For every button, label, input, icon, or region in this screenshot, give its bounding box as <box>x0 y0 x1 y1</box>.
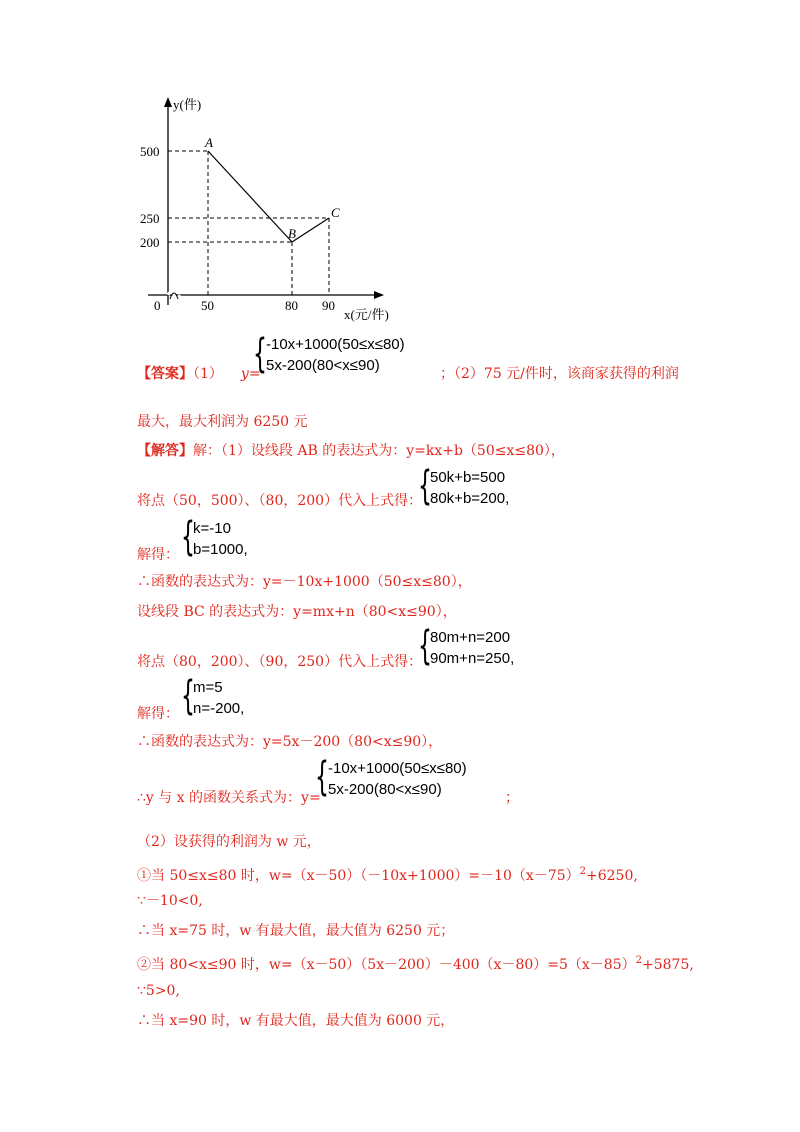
solution-line1 <box>137 441 565 461</box>
point-b-label: B <box>288 226 296 241</box>
case1-result: ∴当 x=75 时，w 有最大值，最大值为 6250 元； <box>137 923 455 939</box>
sys3-eq2: 90m+n=250, <box>430 650 515 667</box>
sys5-brace: { <box>315 754 329 800</box>
sys1-eq2: 80k+b=200, <box>430 490 510 507</box>
case2-tail: +5875, <box>642 957 694 973</box>
sys1-eq1: 50k+b=500 <box>430 469 506 486</box>
solution-l9-end: ； <box>505 790 519 806</box>
x-tick-0: 0 <box>154 298 161 313</box>
point-c-label: C <box>331 205 340 220</box>
answer-system <box>266 334 405 376</box>
case2-result: ∴当 x=90 时，w 有最大值，最大值为 6000 元， <box>137 1013 455 1029</box>
case2-square: 2 <box>635 955 642 966</box>
case1-square: 2 <box>579 866 587 877</box>
x-axis-arrow <box>374 291 384 299</box>
sys4 <box>193 677 244 719</box>
solution-l8: ∴函数的表达式为：y=5x－200（80<x≤90）， <box>137 734 443 750</box>
solution-l6: 将点（80，200）、（90，250）代入上式得： <box>137 654 423 670</box>
solution-l2: 将点（50，500）、（80，200）代入上式得： <box>137 493 423 509</box>
x-tick-50: 50 <box>201 298 214 313</box>
answer-case2: 5x-200(80<x≤90) <box>266 357 380 374</box>
sys2-eq1: k=-10 <box>193 520 231 537</box>
solution-part2: （2）设获得的利润为 w 元， <box>137 834 321 850</box>
sys1 <box>430 467 509 509</box>
y-axis-label: y(件) <box>173 97 202 112</box>
sys3-eq1: 80m+n=200 <box>430 629 511 646</box>
answer-tag: 【答案】 <box>137 366 193 382</box>
case2-reason: ∵5>0, <box>137 983 180 999</box>
sys5 <box>328 758 467 800</box>
case1-line <box>137 862 638 886</box>
case1-text: ①当 50≤x≤80 时，w=（x－50）（－10x+1000）=－10（x－75） <box>137 868 580 884</box>
solution-l3: 解得： <box>137 547 179 563</box>
case1-reason: ∵－10<0, <box>137 893 203 909</box>
y-axis-arrow <box>164 97 172 107</box>
segment-bc <box>292 218 329 242</box>
answer-part2: ；（2）75 元/件时，该商家获得的利润 <box>440 366 679 382</box>
y-tick-250: 250 <box>140 211 160 226</box>
sys5-eq2: 5x-200(80<x≤90) <box>328 781 442 798</box>
case1-tail: +6250, <box>586 868 638 884</box>
x-axis-label: x(元/件) <box>344 307 389 322</box>
solution-l1: 解：（1）设线段 AB 的表达式为：y=kx+b（50≤x≤80）， <box>193 443 565 459</box>
x-tick-90: 90 <box>322 298 335 313</box>
y-tick-200: 200 <box>140 235 160 250</box>
answer-brace: { <box>253 331 267 377</box>
answer-part1: （1） <box>193 366 223 382</box>
solution-l7: 解得： <box>137 706 179 722</box>
sys2-eq2: b=1000, <box>193 541 248 558</box>
solution-tag: 【解答】 <box>137 443 193 459</box>
answer-y-eq: y= <box>240 366 261 382</box>
sys4-brace: { <box>181 673 195 719</box>
sys4-eq2: n=-200, <box>193 700 245 717</box>
answer-cont: 最大，最大利润为 6250 元 <box>137 414 308 430</box>
solution-l4: ∴函数的表达式为：y=－10x+1000（50≤x≤80）， <box>137 574 472 590</box>
function-graph <box>138 95 398 330</box>
solution-l9: ∴y 与 x 的函数关系式为：y= <box>137 790 321 806</box>
point-a-label: A <box>205 135 213 150</box>
solution-l5: 设线段 BC 的表达式为：y=mx+n（80<x≤90）， <box>137 604 457 620</box>
answer-case1: -10x+1000(50≤x≤80) <box>266 336 405 353</box>
segment-ab <box>208 151 292 242</box>
answer-line <box>137 364 261 384</box>
sys4-eq1: m=5 <box>193 679 223 696</box>
case2-text: ②当 80<x≤90 时，w=（x－50）（5x－200）－400（x－80）=5（x－85） <box>137 957 636 973</box>
case2-line <box>137 951 694 975</box>
sys3 <box>430 627 514 669</box>
sys5-eq1: -10x+1000(50≤x≤80) <box>328 760 467 777</box>
y-tick-500: 500 <box>140 144 160 159</box>
sys1-brace: { <box>418 463 432 509</box>
sys2 <box>193 518 248 560</box>
sys3-brace: { <box>418 623 432 669</box>
sys2-brace: { <box>181 514 195 560</box>
x-tick-80: 80 <box>285 298 298 313</box>
